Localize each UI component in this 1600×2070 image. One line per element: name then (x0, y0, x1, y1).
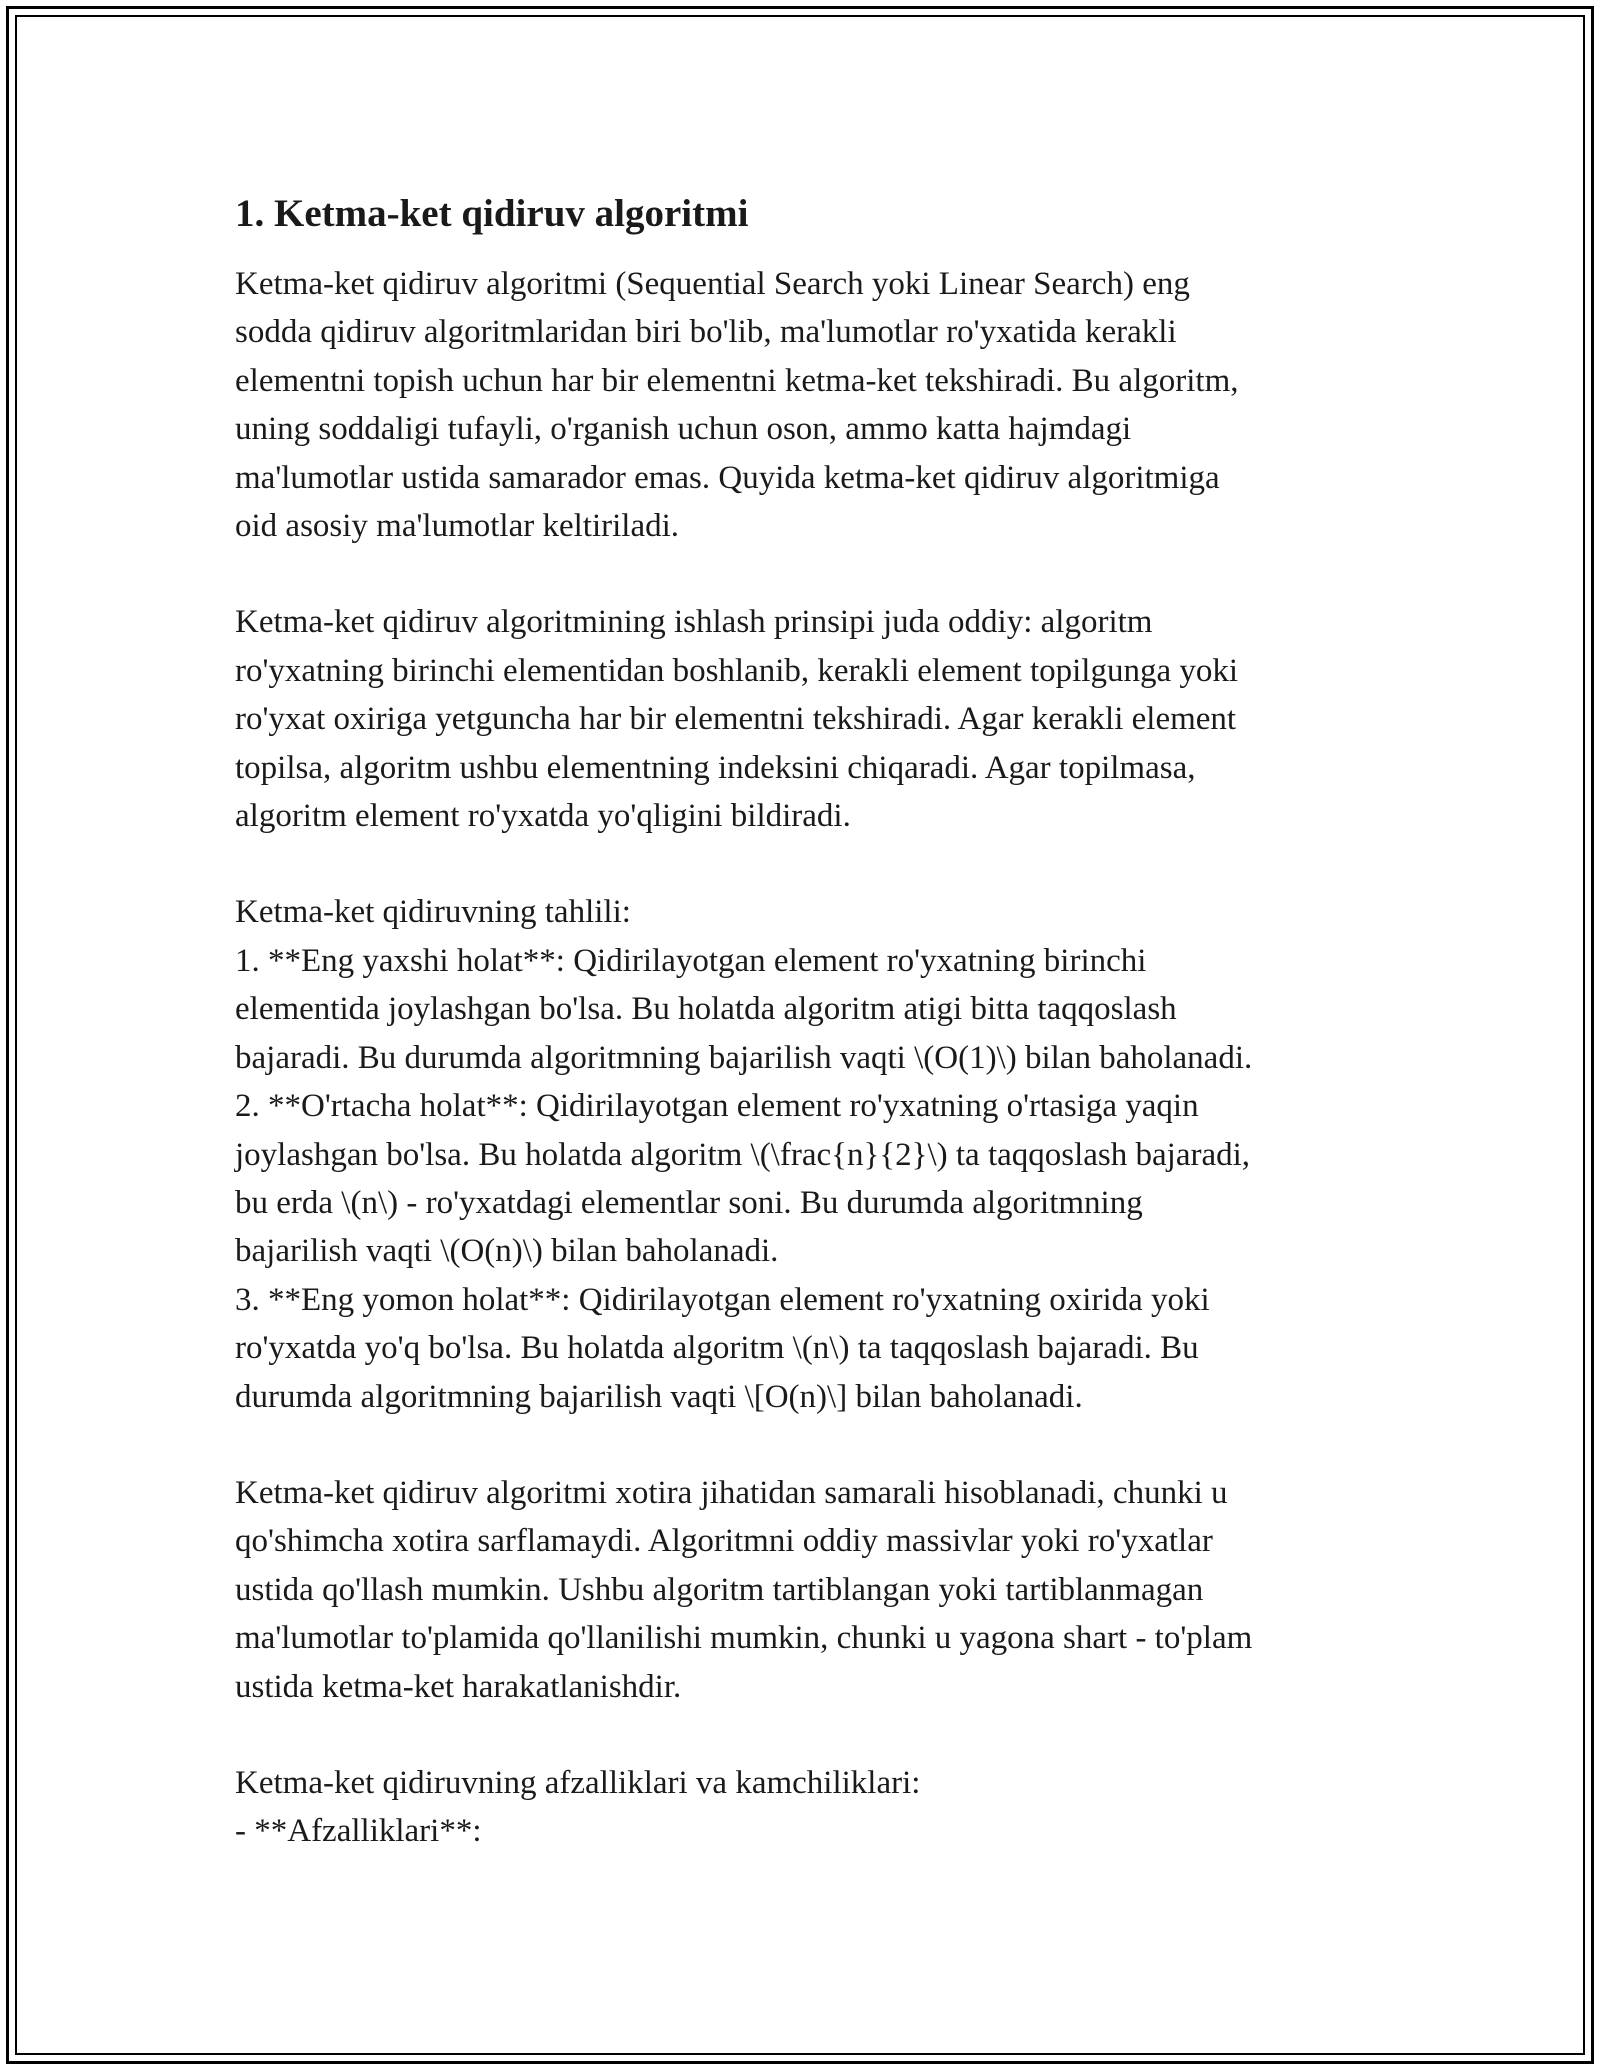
text-line: ro'yxatning birinchi elementidan boshlanib, kerakli element topilgunga yoki (235, 652, 1239, 689)
page-title: 1. Ketma-ket qidiruv algoritmi (235, 192, 749, 235)
text-line: uning soddaligi tufayli, o'rganish uchun oson, ammo katta hajmdagi (235, 411, 1132, 448)
text-line: sodda qidiruv algoritmlaridan biri bo'lib, ma'lumotlar ro'yxatida kerakli (235, 314, 1177, 351)
text-line: qo'shimcha xotira sarflamaydi. Algoritmni oddiy massivlar yoki ro'yxatlar (235, 1523, 1213, 1560)
paragraph-intro (235, 260, 1395, 550)
text-line: elementida joylashgan bo'lsa. Bu holatda algoritm atigi bitta taqqoslash (235, 991, 1177, 1028)
text-line: algoritm element ro'yxatda yo'qligini bildiradi. (235, 798, 851, 835)
paragraph-analysis (235, 888, 1395, 1420)
text-line: - **Afzalliklari**: (235, 1813, 482, 1850)
text-line: topilsa, algoritm ushbu elementning indeksini chiqaradi. Agar topilmasa, (235, 749, 1196, 786)
text-line: bu erda \(n\) - ro'yxatdagi elementlar soni. Bu durumda algoritmning (235, 1184, 1143, 1221)
text-line: elementni topish uchun har bir elementni ketma-ket tekshiradi. Bu algoritm, (235, 362, 1239, 399)
text-line: oid asosiy ma'lumotlar keltiriladi. (235, 508, 680, 545)
text-line: ma'lumotlar to'plamida qo'llanilishi mumkin, chunki u yagona shart - to'plam (235, 1620, 1253, 1657)
text-line: bajaradi. Bu durumda algoritmning bajarilish vaqti \(O(1)\) bilan baholanadi. (235, 1039, 1253, 1076)
text-line: Ketma-ket qidiruv algoritmi (Sequential Search yoki Linear Search) eng (235, 266, 1190, 302)
paragraph-memory (235, 1469, 1395, 1711)
text-line: ustida ketma-ket harakatlanishdir. (235, 1668, 682, 1705)
text-line: Ketma-ket qidiruvning afzalliklari va kamchiliklari: (235, 1764, 921, 1801)
text-line: 2. **O'rtacha holat**: Qidirilayotgan element ro'yxatning o'rtasiga yaqin (235, 1088, 1199, 1125)
text-line: bajarilish vaqti \(O(n)\) bilan baholanadi. (235, 1233, 779, 1270)
paragraph-pros-cons (235, 1759, 1395, 1856)
text-line: Ketma-ket qidiruv algoritmi xotira jihatidan samarali hisoblanadi, chunki u (235, 1474, 1228, 1511)
text-line: durumda algoritmning bajarilish vaqti \[O(n)\] bilan baholanadi. (235, 1378, 1083, 1415)
text-line: joylashgan bo'lsa. Bu holatda algoritm \(\frac{n}{2}\) ta taqqoslash bajaradi, (235, 1136, 1251, 1173)
text-line: ustida qo'llash mumkin. Ushbu algoritm tartiblangan yoki tartiblanmagan (235, 1571, 1204, 1608)
text-line: ro'yxatda yo'q bo'lsa. Bu holatda algoritm \(n\) ta taqqoslash bajaradi. Bu (235, 1330, 1199, 1367)
text-line: Ketma-ket qidiruv algoritmining ishlash prinsipi juda oddiy: algoritm (235, 604, 1153, 641)
text-line: Ketma-ket qidiruvning tahlili: (235, 894, 631, 931)
text-line: 1. **Eng yaxshi holat**: Qidirilayotgan element ro'yxatning birinchi (235, 942, 1147, 979)
paragraph-principle (235, 598, 1395, 840)
text-line: 3. **Eng yomon holat**: Qidirilayotgan element ro'yxatning oxirida yoki (235, 1281, 1210, 1318)
text-line: ma'lumotlar ustida samarador emas. Quyida ketma-ket qidiruv algoritmiga (235, 459, 1220, 496)
document-body (235, 188, 1395, 1904)
text-line: ro'yxat oxiriga yetguncha har bir elementni tekshiradi. Agar kerakli element (235, 701, 1237, 738)
